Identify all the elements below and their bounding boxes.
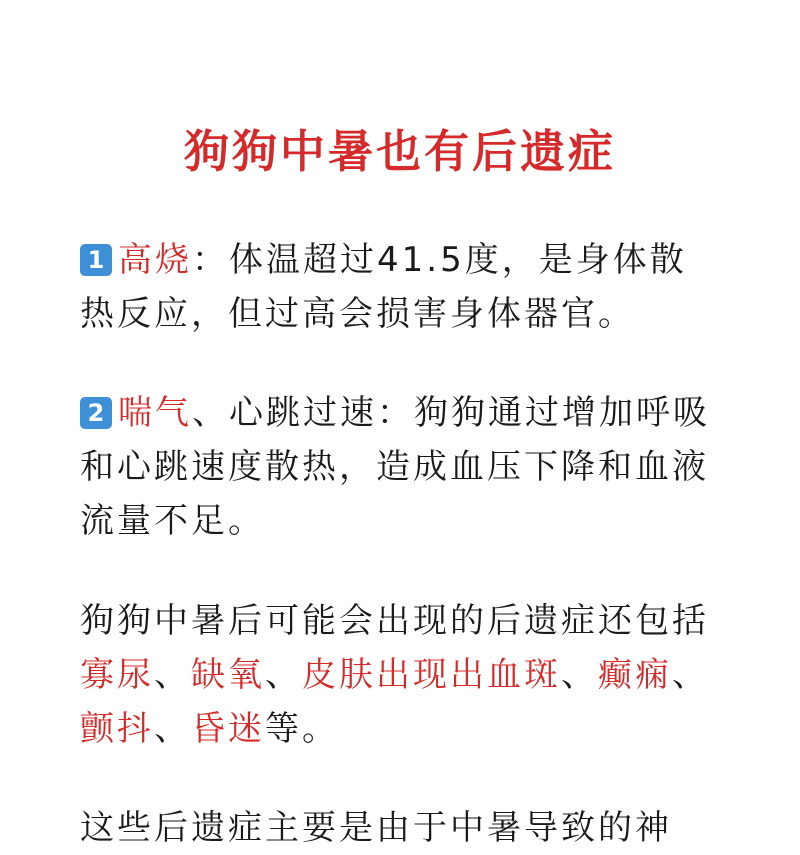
page-title: 狗狗中暑也有后遗症: [183, 125, 616, 178]
paragraph-cause: 这些后遗症主要是由于中暑导致的神: [80, 808, 672, 848]
separator: 、: [561, 655, 598, 695]
number-badge-2: 2: [80, 397, 112, 429]
sequela-term: 癫痫: [598, 655, 672, 695]
sequela-term: 缺氧: [191, 655, 265, 695]
sequelae-ending: 等。: [265, 709, 339, 749]
sequela-term: 昏迷: [191, 709, 265, 749]
fever-description: ：体温超过41.5度，是身体散热反应，但过高会损害身体器官。: [80, 240, 687, 334]
panting-description: 、心跳过速：狗狗通过增加呼吸和心跳速度散热，造成血压下降和血液流量不足。: [80, 393, 710, 541]
term-fever: 高烧: [118, 240, 192, 280]
number-badge-1: 1: [80, 244, 112, 276]
sequela-term: 寡尿: [80, 655, 154, 695]
sequela-term: 颤抖: [80, 709, 154, 749]
paragraph-fever: [80, 233, 710, 341]
sequela-term: 皮肤出现出血斑: [302, 655, 561, 695]
sequelae-intro: 狗狗中暑后可能会出现的后遗症还包括: [80, 601, 709, 641]
term-panting: 喘气: [118, 393, 192, 433]
separator: 、: [154, 709, 191, 749]
separator: 、: [265, 655, 302, 695]
separator: 、: [672, 655, 709, 695]
paragraph-other-sequelae: [80, 594, 710, 756]
paragraph-panting: [80, 386, 710, 548]
separator: 、: [154, 655, 191, 695]
